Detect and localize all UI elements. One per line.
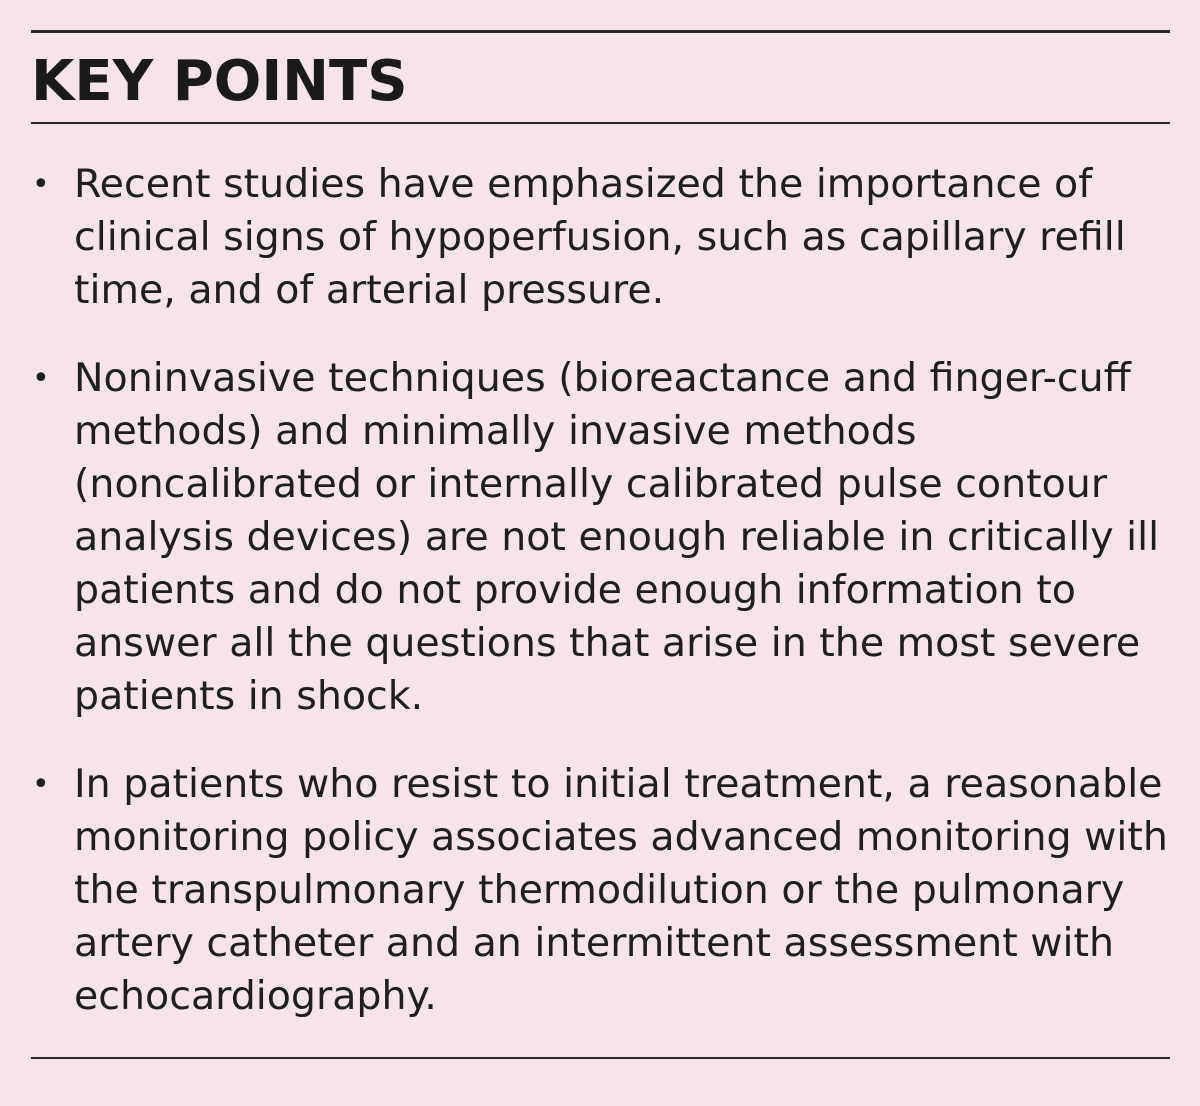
bullet-icon: •: [32, 361, 50, 396]
key-point-text: In patients who resist to initial treatment, a reasonable monitoring policy associates advanced monitoring with the transpulmonary thermodilution or the pulmonary artery catheter and an intermittent assessment with echocardiography.: [74, 761, 1168, 1019]
key-point-text: Recent studies have emphasized the importance of clinical signs of hypoperfusion, such as capillary refill time, and of arterial pressure.: [74, 161, 1126, 313]
key-points-list: [31, 158, 1170, 1023]
key-point-3: [31, 758, 1170, 1023]
heading-rule: [31, 122, 1170, 124]
key-point-text: Noninvasive techniques (bioreactance and finger-cuff methods) and minimally invasive methods (noncalibrated or internally calibrated pulse contour analysis devices) are not enough reliable in critically ill patients and do not provide enough information to answer all the questions that arise in the most severe patients in shock.: [74, 355, 1160, 719]
key-point-2: [31, 352, 1170, 723]
bullet-icon: •: [32, 167, 50, 202]
bullet-icon: •: [32, 767, 50, 802]
bottom-rule: [31, 1057, 1170, 1059]
key-point-1: [31, 158, 1170, 317]
top-rule: [31, 30, 1170, 33]
box-heading: KEY POINTS: [31, 49, 408, 114]
